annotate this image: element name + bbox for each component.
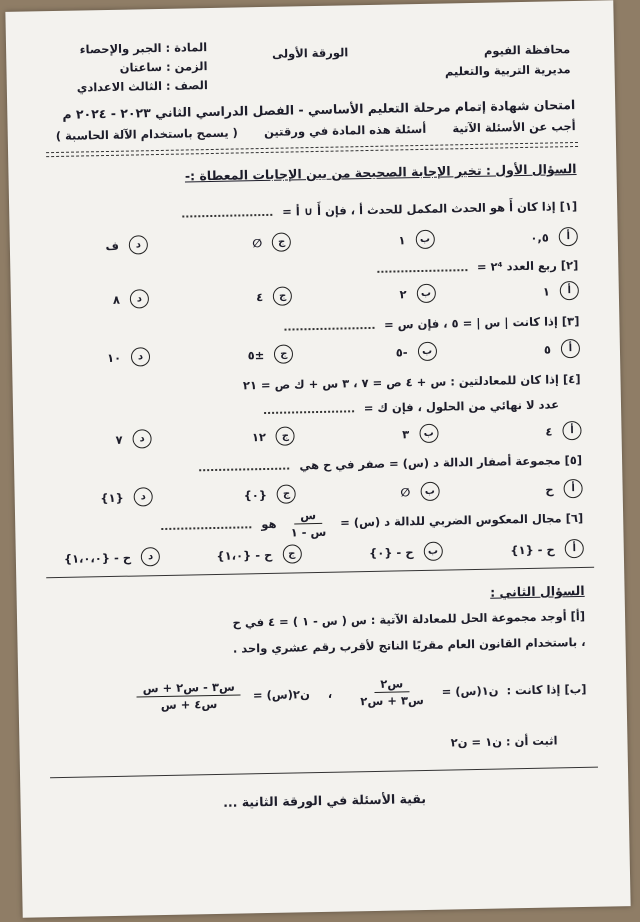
option-c[interactable] [211,544,301,565]
item-number: [١] [559,198,578,214]
fraction-denominator: س٤ + س [160,696,218,713]
instruction-calculator: ( يسمح باستخدام الآلة الحاسبة ) [55,125,238,143]
time: الزمن : ساعتان [119,59,208,75]
option-value: ٢ [399,286,407,301]
option-b[interactable] [348,424,438,445]
option-value: ح - {١،٠} [216,547,273,563]
option-c[interactable] [206,484,296,505]
n2-lhs: ن٢(س) = [252,686,310,702]
option-letter: أ [562,421,581,440]
governorate: محافظة الفيوم [483,42,571,58]
q1-item-4-options [61,421,581,450]
item-text: مجال المعكوس الضربي للدالة د (س) = [340,511,562,530]
option-d[interactable] [59,289,149,310]
option-value: ٠,٥ [530,230,549,245]
item-number: [٢] [560,257,579,273]
answer-blank [182,214,272,218]
directorate: مديرية التربية والتعليم [444,62,571,79]
option-letter: ج [274,344,293,363]
answer-blank [284,327,374,331]
instructions [56,119,576,143]
option-b[interactable] [346,342,436,363]
header-divider [46,142,578,157]
option-letter: أ [561,339,580,358]
option-value: ∅ [252,235,263,250]
header-left [76,38,208,98]
option-c[interactable] [202,286,292,307]
option-a[interactable] [489,281,579,302]
q1-item-3 [49,314,579,338]
option-b[interactable] [344,230,434,251]
option-value: ف [105,238,120,253]
item-text: إذا كان أَ هو الحدث المكمل للحدث أ ، فإن أَ ∪ أ = [282,199,556,219]
item-text: هو [261,516,277,532]
option-d[interactable] [63,487,153,508]
option-b[interactable] [352,542,442,563]
q1-item-3-options [60,339,580,368]
n2-fraction [137,680,242,713]
option-letter: د [141,547,160,566]
comma: ، [327,686,333,701]
item-number: [٤] [562,371,581,387]
q1-item-6 [53,503,583,544]
option-letter: ج [272,232,291,251]
option-value: ٣ [402,426,410,441]
option-value: ١ [398,232,406,247]
q2-title: السؤال الثاني : [489,582,585,600]
option-value: ∅ [400,484,411,499]
instruction-answer: أجب عن الأسئلة الآتية [452,118,576,136]
option-d[interactable] [60,347,150,368]
option-letter: أ [560,281,579,300]
option-value: ١٠ [106,350,122,365]
n1-fraction [354,676,430,708]
q1-item-2-options [59,281,579,310]
item-text: ربع العدد ٢⁴ = [476,258,557,274]
exam-title: امتحان شهادة إتمام مرحلة التعليم الأساسي - الفصل الدراسي الثاني ٢٠٢٣ - ٢٠٢٤ م [62,96,576,122]
paper-number: الورقة الأولى [271,45,349,61]
option-d[interactable] [61,429,151,450]
option-a[interactable] [494,539,584,560]
fraction-numerator: س٢ [374,676,409,693]
section-divider [46,567,594,579]
option-b[interactable] [349,482,439,503]
option-letter: ج [276,426,295,445]
option-letter: أ [565,539,584,558]
option-letter: ج [282,544,301,563]
n1-lhs: ن١(س) = [441,683,499,699]
part-b-label: [ب] إذا كانت : [506,681,587,697]
option-c[interactable] [201,232,291,253]
grade: الصف : الثالث الاعدادي [76,78,208,95]
option-value: {٠} [243,487,268,502]
option-value: -٥ [395,344,408,359]
item-text: مجموعة أصفار الدالة د (س) = صفر في ح هي [299,453,561,473]
option-letter: أ [563,479,582,498]
option-d[interactable] [64,547,161,568]
option-value: ح - {٠} [368,544,414,560]
q1-item-4-cont [51,397,581,421]
option-value: ١٢ [251,429,267,444]
option-value: ٥ [543,342,552,357]
option-b[interactable] [345,284,435,305]
q1-item-2 [48,258,578,282]
option-letter: ج [277,484,296,503]
option-letter: ج [273,286,292,305]
option-letter: د [130,289,149,308]
q2-part-a: [أ] أوجد مجموعة الحل للمعادلة الآتية : س ( س - ١ ) = ٤ في ح [232,608,586,630]
instruction-papers: أسئلة هذه المادة في ورقتين [263,121,427,139]
fraction [284,508,332,540]
option-value: ح - {١} [510,541,555,557]
option-value: ح - {١،٠،٠} [63,550,132,566]
option-a[interactable] [488,227,578,248]
option-value: ٨ [112,292,121,307]
option-value: ±٥ [247,347,265,362]
option-value: ٧ [115,432,123,447]
fraction-numerator: س [294,508,322,525]
option-value: ٤ [545,423,553,439]
option-letter: د [132,429,151,448]
option-letter: ب [417,342,436,361]
option-letter: أ [559,227,578,246]
q1-item-1-options [58,227,578,256]
option-letter: ب [423,542,442,561]
q1-item-6-options [64,539,584,568]
item-number: [٦] [565,510,584,526]
q1-item-1 [47,199,577,223]
exam-sheet [5,0,630,918]
section-divider [50,767,598,779]
option-letter: د [129,235,148,254]
option-letter: د [131,347,150,366]
option-value: {١} [100,490,124,505]
item-number: [٥] [564,452,583,468]
option-value: ٤ [256,289,264,304]
option-letter: ب [420,482,439,501]
q1-item-5 [52,453,582,477]
option-a[interactable] [490,339,580,360]
answer-blank [377,269,467,273]
option-letter: ب [419,424,438,443]
item-number: [٣] [561,313,580,329]
option-d[interactable] [58,235,148,256]
option-value: ١ [542,284,550,299]
fraction-numerator: س٣ - س٢ + س [137,680,241,698]
footer-note: بقية الأسئلة في الورقة الثانية ... [223,790,427,810]
q1-title: السؤال الأول : تخير الإجابة الصحيحة من بين الإجابات المعطاة :- [184,160,577,184]
answer-blank [264,410,354,414]
q2-prove: اثبت أن : ن١ = ن٢ [450,733,558,750]
q1-item-4 [50,372,580,396]
option-c[interactable] [205,426,295,447]
option-letter: د [134,487,153,506]
option-c[interactable] [203,344,293,365]
answer-blank [161,526,251,530]
item-text: إذا كان للمعادلتين : س + ٤ ص = ٧ ، ٣ س + ك ص = ٢١ [242,372,560,393]
option-letter: ب [416,284,435,303]
q2-part-a-cont: ، باستخدام القانون العام مقربًا الناتج لأقرب رقم عشري واحد . [232,634,586,656]
answer-blank [199,468,289,472]
q2-part-b [56,673,586,714]
option-value: ح [545,481,554,497]
option-a[interactable] [492,479,582,500]
option-a[interactable] [491,421,581,442]
fraction-denominator: س - ١ [290,524,327,540]
item-text: عدد لا نهائي من الحلول ، فإن ك = [363,397,560,416]
subject: المادة : الجبر والإحصاء [79,40,208,57]
option-letter: ب [415,230,434,249]
item-text: إذا كانت | س | = ٥ ، فإن س = [383,314,558,332]
fraction-denominator: س٣ + س٢ [360,693,424,709]
